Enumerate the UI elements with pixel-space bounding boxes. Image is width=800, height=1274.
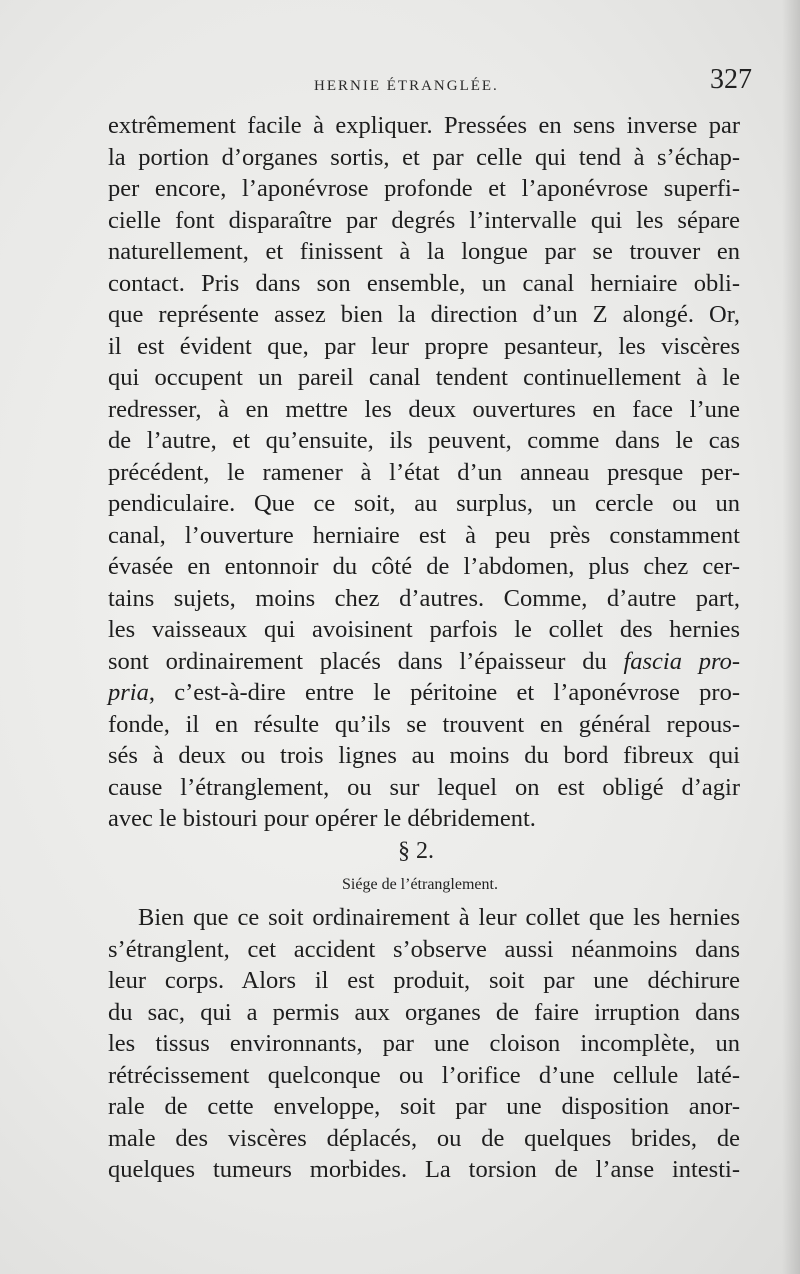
text-line: qui occupent un pareil canal tendent continuellement à le xyxy=(108,364,740,391)
running-head xyxy=(110,64,752,104)
text-line: évasée en entonnoir du côté de l’abdomen, plus chez cer- xyxy=(108,553,740,580)
running-title: HERNIE ÉTRANGLÉE. xyxy=(314,78,499,94)
text-line: naturellement, et finissent à la longue par se trouver en xyxy=(108,238,740,265)
text-line: la portion d’organes sortis, et par celle qui tend à s’échap- xyxy=(108,143,740,171)
text-line: s’étranglent, cet accident s’observe aussi néanmoins dans xyxy=(108,935,740,963)
text-line: tains sujets, moins chez d’autres. Comme, d’autre part, xyxy=(108,584,740,612)
text-line: cause l’étranglement, ou sur lequel on est obligé d’agir xyxy=(108,773,740,801)
text-line xyxy=(108,677,740,709)
text-line: extrêmement facile à expliquer. Pressées en sens inverse par xyxy=(108,112,740,139)
text-run: , c’est-à-dire entre le péritoine et l’aponévrose pro- xyxy=(148,679,740,706)
text-line: contact. Pris dans son ensemble, un canal herniaire obli- xyxy=(108,269,740,297)
text-line: Bien que ce soit ordinairement à leur collet que les hernies xyxy=(138,904,740,931)
text-line: cielle font disparaître par degrés l’intervalle qui les sépare xyxy=(108,206,740,234)
text-line: rale de cette enveloppe, soit par une disposition anor- xyxy=(108,1093,740,1120)
page-number: 327 xyxy=(710,64,752,95)
text-line: avec le bistouri pour opérer le débridement. xyxy=(108,805,536,832)
text-line: il est évident que, par leur propre pesanteur, les viscères xyxy=(108,332,740,360)
page-edge-shadow xyxy=(782,0,800,1274)
text-line: per encore, l’aponévrose profonde et l’aponévrose superfi- xyxy=(108,175,740,202)
text-line: redresser, à en mettre les deux ouvertures en face l’une xyxy=(108,395,740,423)
text-line: leur corps. Alors il est produit, soit par une déchirure xyxy=(108,967,740,994)
text-line: que représente assez bien la direction d’un Z alongé. Or, xyxy=(108,301,740,328)
text-line: rétrécissement quelconque ou l’orifice d’une cellule laté- xyxy=(108,1061,740,1089)
section-number xyxy=(0,838,800,865)
text-line: male des viscères déplacés, ou de quelques brides, de xyxy=(108,1124,740,1152)
text-run: sont ordinairement placés dans l’épaisseur du xyxy=(108,647,624,675)
section-heading xyxy=(0,876,800,894)
text-line: les vaisseaux qui avoisinent parfois le collet des hernies xyxy=(108,616,740,643)
italic-term: fascia pro- xyxy=(623,647,740,675)
text-line xyxy=(108,646,740,678)
text-line: fonde, il en résulte qu’ils se trouvent en général repous- xyxy=(108,710,740,738)
text-line: les tissus environnants, par une cloison incomplète, un xyxy=(108,1030,740,1057)
text-line: de l’autre, et qu’ensuite, ils peuvent, comme dans le cas xyxy=(108,427,740,454)
text-line: sés à deux ou trois lignes au moins du bord fibreux qui xyxy=(108,742,740,769)
section-number-text: § 2. xyxy=(398,838,434,864)
paragraph-1 xyxy=(108,110,740,835)
text-line: canal, l’ouverture herniaire est à peu près constamment xyxy=(108,521,740,549)
text-line: du sac, qui a permis aux organes de faire irruption dans xyxy=(108,998,740,1026)
section-heading-text: Siége de l’étranglement. xyxy=(342,876,498,893)
text-line: précédent, le ramener à l’état d’un anneau presque per- xyxy=(108,458,740,486)
italic-term: pria xyxy=(108,679,149,706)
text-line: quelques tumeurs morbides. La torsion de l’anse intesti- xyxy=(108,1156,740,1183)
paragraph-2 xyxy=(108,902,740,1186)
text-line: pendiculaire. Que ce soit, au surplus, un cercle ou un xyxy=(108,490,740,517)
